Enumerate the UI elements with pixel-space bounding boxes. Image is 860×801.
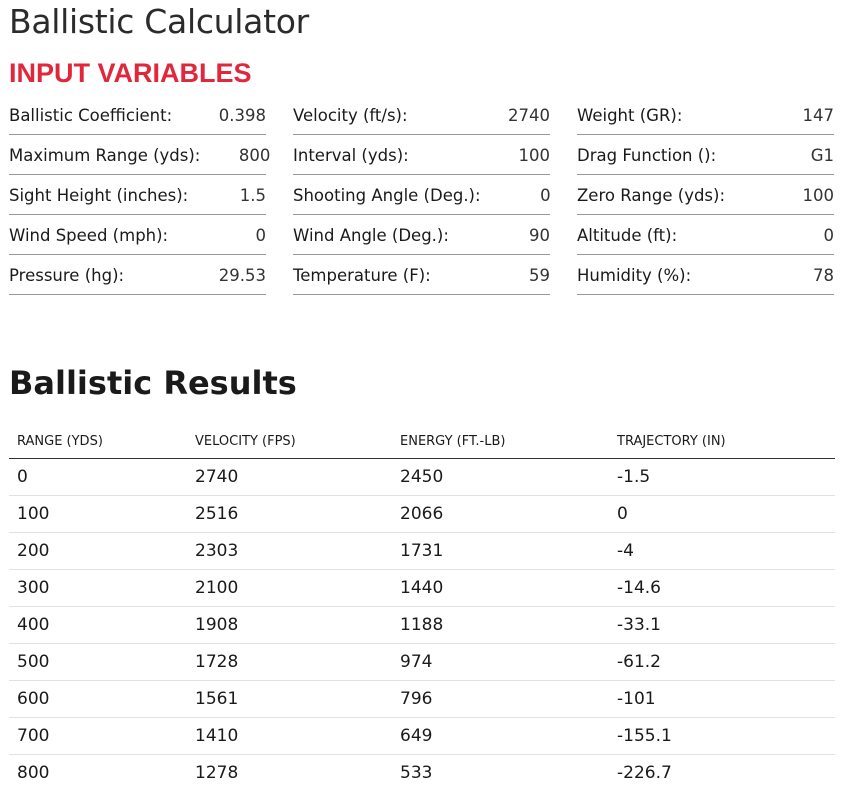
field-label: Pressure (hg): (9, 266, 125, 285)
column-header-energy: ENERGY (FT.-LB) (392, 426, 609, 458)
cell-velocity: 2303 (187, 532, 392, 569)
field-drag-function (577, 135, 834, 175)
ballistic-results-heading: Ballistic Results (9, 364, 297, 402)
table-row (9, 495, 835, 532)
ballistic-results-table (9, 426, 835, 791)
field-label: Shooting Angle (Deg.): (293, 186, 481, 205)
field-label: Wind Angle (Deg.): (293, 226, 449, 245)
field-velocity (293, 95, 550, 135)
cell-trajectory: -14.6 (609, 569, 835, 606)
ballistic-coefficient-input[interactable] (196, 106, 266, 125)
field-shooting-angle (293, 175, 550, 215)
field-label: Zero Range (yds): (577, 186, 726, 205)
wind-angle-input[interactable] (480, 226, 550, 245)
drag-function-input[interactable] (764, 146, 834, 165)
field-label: Altitude (ft): (577, 226, 678, 245)
column-header-velocity: VELOCITY (FPS) (187, 426, 392, 458)
input-variables-grid (9, 95, 835, 295)
cell-trajectory: -1.5 (609, 458, 835, 495)
cell-trajectory: -33.1 (609, 606, 835, 643)
field-humidity (577, 255, 834, 295)
cell-energy: 649 (392, 717, 609, 754)
column-header-range: RANGE (YDS) (9, 426, 187, 458)
table-row (9, 606, 835, 643)
velocity-input[interactable] (480, 106, 550, 125)
field-pressure (9, 255, 266, 295)
cell-energy: 1188 (392, 606, 609, 643)
temperature-input[interactable] (480, 266, 550, 285)
field-temperature (293, 255, 550, 295)
field-label: Wind Speed (mph): (9, 226, 169, 245)
weight-input[interactable] (764, 106, 834, 125)
table-row (9, 532, 835, 569)
field-label: Weight (GR): (577, 106, 683, 125)
cell-trajectory: -226.7 (617, 762, 672, 783)
cell-trajectory: -101 (609, 680, 835, 717)
cell-range: 0 (9, 458, 187, 495)
table-row (9, 569, 835, 606)
altitude-input[interactable] (764, 226, 834, 245)
maximum-range-input[interactable] (200, 146, 270, 165)
field-zero-range (577, 175, 834, 215)
field-label: Sight Height (inches): (9, 186, 189, 205)
field-maximum-range (9, 135, 266, 175)
cell-range: 600 (9, 680, 187, 717)
field-label: Maximum Range (yds): (9, 146, 201, 165)
field-wind-angle (293, 215, 550, 255)
cell-range: 300 (9, 569, 187, 606)
table-row (9, 643, 835, 680)
field-label: Temperature (F): (293, 266, 431, 285)
cell-range: 800 (17, 762, 50, 783)
sight-height-input[interactable] (196, 186, 266, 205)
field-ballistic-coefficient (9, 95, 266, 135)
table-row (9, 680, 835, 717)
field-sight-height (9, 175, 266, 215)
cell-velocity: 2516 (187, 495, 392, 532)
cell-range: 200 (9, 532, 187, 569)
field-label: Velocity (ft/s): (293, 106, 408, 125)
cell-velocity: 1278 (195, 762, 239, 783)
field-weight (577, 95, 834, 135)
column-header-trajectory: TRAJECTORY (IN) (609, 426, 835, 458)
cell-velocity: 1908 (187, 606, 392, 643)
cell-range: 400 (9, 606, 187, 643)
shooting-angle-input[interactable] (481, 186, 551, 205)
table-header-row (9, 426, 835, 458)
page-title: Ballistic Calculator (9, 2, 309, 41)
field-interval (293, 135, 550, 175)
table-row (9, 458, 835, 495)
cell-energy: 2450 (392, 458, 609, 495)
cell-energy: 1731 (392, 532, 609, 569)
cell-velocity: 2740 (187, 458, 392, 495)
wind-speed-input[interactable] (196, 226, 266, 245)
cell-energy: 2066 (392, 495, 609, 532)
interval-input[interactable] (480, 146, 550, 165)
cell-energy: 533 (400, 762, 433, 783)
cell-range: 100 (9, 495, 187, 532)
field-altitude (577, 215, 834, 255)
humidity-input[interactable] (764, 266, 834, 285)
table-row (9, 717, 835, 754)
input-variables-heading: INPUT VARIABLES (9, 58, 252, 88)
field-label: Drag Function (): (577, 146, 717, 165)
cell-energy: 1440 (392, 569, 609, 606)
cell-velocity: 2100 (187, 569, 392, 606)
zero-range-input[interactable] (764, 186, 834, 205)
field-label: Ballistic Coefficient: (9, 106, 173, 125)
cell-range: 500 (9, 643, 187, 680)
field-label: Interval (yds): (293, 146, 409, 165)
cell-trajectory: -155.1 (609, 717, 835, 754)
cell-trajectory: 0 (609, 495, 835, 532)
table-row (9, 754, 835, 791)
pressure-input[interactable] (196, 266, 266, 285)
field-label: Humidity (%): (577, 266, 692, 285)
cell-trajectory: -4 (609, 532, 835, 569)
cell-trajectory: -61.2 (609, 643, 835, 680)
cell-energy: 974 (392, 643, 609, 680)
field-wind-speed (9, 215, 266, 255)
cell-velocity: 1410 (187, 717, 392, 754)
cell-energy: 796 (392, 680, 609, 717)
cell-velocity: 1728 (187, 643, 392, 680)
cell-velocity: 1561 (187, 680, 392, 717)
cell-range: 700 (9, 717, 187, 754)
